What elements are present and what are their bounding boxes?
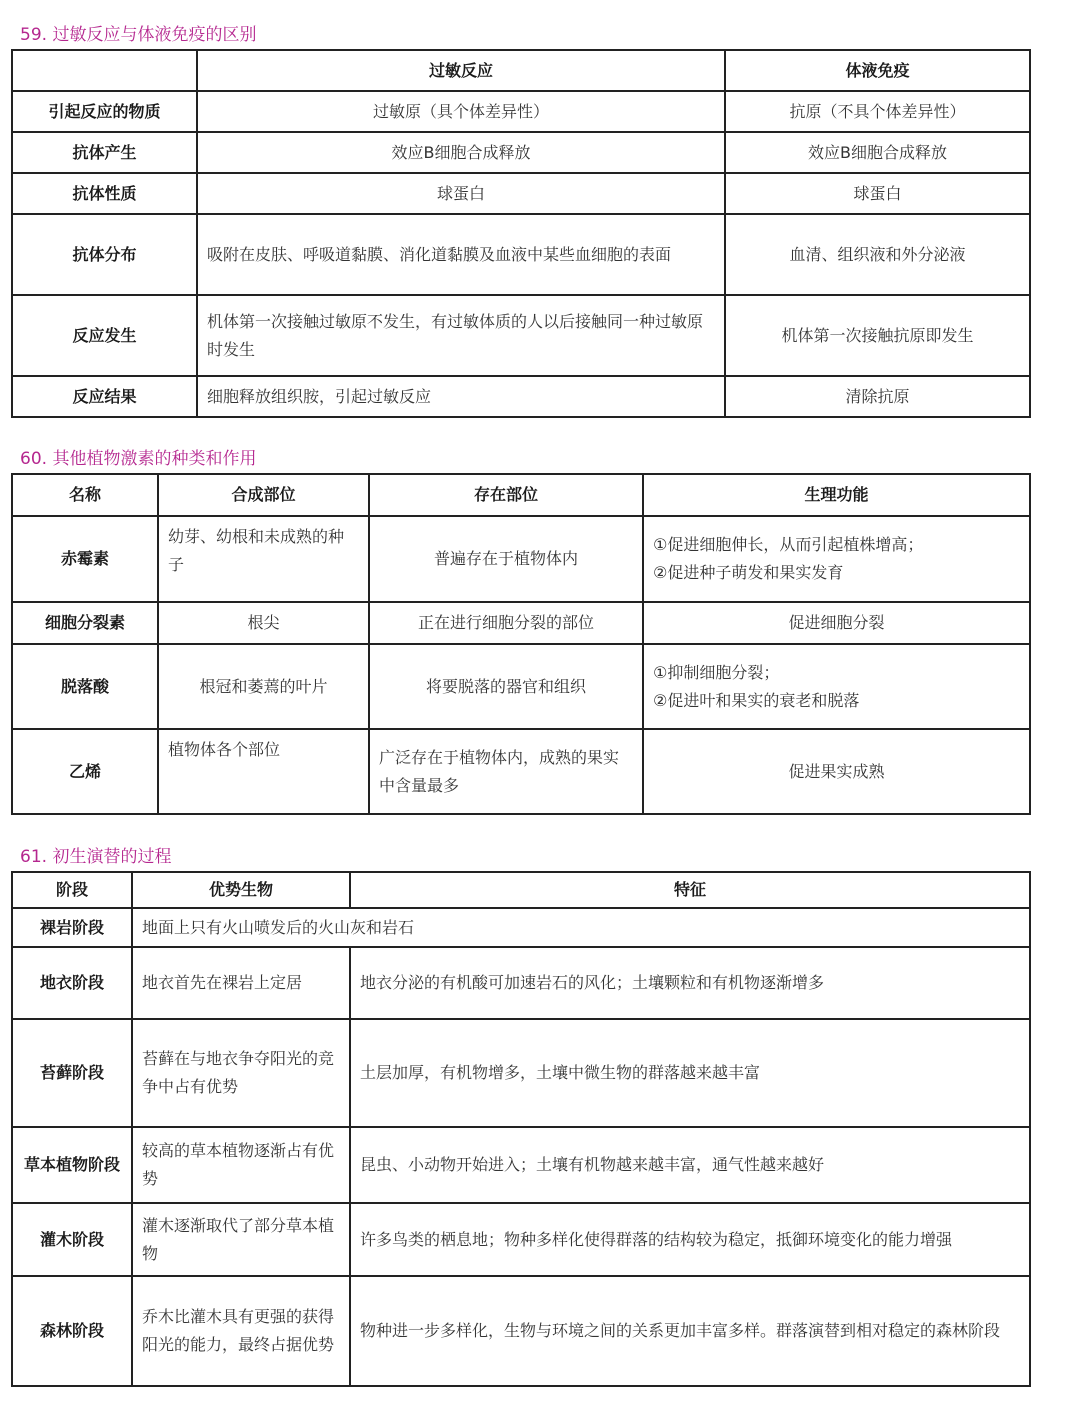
dominant-cell: 较高的草本植物逐渐占有优势 xyxy=(132,1127,350,1203)
table-header-row xyxy=(12,474,1030,516)
humoral-cell: 清除抗原 xyxy=(725,376,1030,417)
dominant-cell: 地衣首先在裸岩上定居 xyxy=(132,947,350,1019)
dominant-cell: 苔藓在与地衣争夺阳光的竞争中占有优势 xyxy=(132,1019,350,1127)
table-row xyxy=(12,516,1030,602)
hormone-name: 脱落酸 xyxy=(12,644,158,729)
humoral-cell: 效应B细胞合成释放 xyxy=(725,132,1030,173)
feature-cell: 昆虫、小动物开始进入；土壤有机物越来越丰富，通气性越来越好 xyxy=(350,1127,1030,1203)
dominant-cell: 灌木逐渐取代了部分草本植物 xyxy=(132,1203,350,1276)
header-cell-location: 存在部位 xyxy=(369,474,643,516)
table-row xyxy=(12,947,1030,1019)
table-header-row xyxy=(12,50,1030,91)
table-row xyxy=(12,1019,1030,1127)
header-cell-feature: 特征 xyxy=(350,872,1030,908)
function-cell: 促进果实成熟 xyxy=(643,729,1030,814)
header-cell-synthesis: 合成部位 xyxy=(158,474,369,516)
allergy-cell: 球蛋白 xyxy=(197,173,725,214)
table-row xyxy=(12,1127,1030,1203)
table-row xyxy=(12,644,1030,729)
allergy-cell: 过敏原（具个体差异性） xyxy=(197,91,725,132)
header-cell-stage: 阶段 xyxy=(12,872,132,908)
hormone-name: 乙烯 xyxy=(12,729,158,814)
table-plant-hormones xyxy=(11,473,1031,815)
header-cell-allergy: 过敏反应 xyxy=(197,50,725,91)
table-row xyxy=(12,132,1030,173)
header-cell-name: 名称 xyxy=(12,474,158,516)
function-line: ①促进细胞伸长，从而引起植株增高； xyxy=(653,535,924,554)
table-row xyxy=(12,1203,1030,1276)
table-primary-succession xyxy=(11,871,1031,1387)
location-cell: 正在进行细胞分裂的部位 xyxy=(369,602,643,644)
header-cell-humoral: 体液免疫 xyxy=(725,50,1030,91)
humoral-cell: 血清、组织液和外分泌液 xyxy=(725,214,1030,295)
stage-name: 森林阶段 xyxy=(12,1276,132,1386)
table-row xyxy=(12,729,1030,814)
function-cell xyxy=(643,644,1030,729)
row-label: 反应结果 xyxy=(12,376,197,417)
feature-cell: 物种进一步多样化，生物与环境之间的关系更加丰富多样。群落演替到相对稳定的森林阶段 xyxy=(350,1276,1030,1386)
allergy-cell: 细胞释放组织胺，引起过敏反应 xyxy=(197,376,725,417)
allergy-cell: 效应B细胞合成释放 xyxy=(197,132,725,173)
header-cell-dominant: 优势生物 xyxy=(132,872,350,908)
stage-name: 地衣阶段 xyxy=(12,947,132,1019)
header-cell-function: 生理功能 xyxy=(643,474,1030,516)
row-label: 引起反应的物质 xyxy=(12,91,197,132)
synthesis-cell: 根尖 xyxy=(158,602,369,644)
synthesis-cell: 幼芽、幼根和未成熟的种子 xyxy=(158,516,369,602)
feature-cell: 许多鸟类的栖息地；物种多样化使得群落的结构较为稳定，抵御环境变化的能力增强 xyxy=(350,1203,1030,1276)
table-allergy-vs-humoral xyxy=(11,49,1031,418)
dominant-cell: 乔木比灌木具有更强的获得阳光的能力，最终占据优势 xyxy=(132,1276,350,1386)
location-cell: 将要脱落的器官和组织 xyxy=(369,644,643,729)
table-row xyxy=(12,602,1030,644)
humoral-cell: 球蛋白 xyxy=(725,173,1030,214)
stage-name: 苔藓阶段 xyxy=(12,1019,132,1127)
synthesis-cell: 根冠和萎蔫的叶片 xyxy=(158,644,369,729)
function-cell xyxy=(643,516,1030,602)
row-label: 抗体产生 xyxy=(12,132,197,173)
section-61-title: 61. 初生演替的过程 xyxy=(20,847,172,867)
row-label: 抗体性质 xyxy=(12,173,197,214)
function-cell: 促进细胞分裂 xyxy=(643,602,1030,644)
location-cell: 广泛存在于植物体内，成熟的果实中含量最多 xyxy=(369,729,643,814)
hormone-name: 赤霉素 xyxy=(12,516,158,602)
function-line: ①抑制细胞分裂； xyxy=(653,662,780,682)
section-60-title: 60. 其他植物激素的种类和作用 xyxy=(20,449,257,469)
humoral-cell: 抗原（不具个体差异性） xyxy=(725,91,1030,132)
hormone-name: 细胞分裂素 xyxy=(12,602,158,644)
row-label: 反应发生 xyxy=(12,295,197,376)
function-line: ②促进种子萌发和果实发育 xyxy=(653,563,844,582)
stage-name: 灌木阶段 xyxy=(12,1203,132,1276)
table-row xyxy=(12,173,1030,214)
humoral-cell: 机体第一次接触抗原即发生 xyxy=(725,295,1030,376)
bare-rock-description: 地面上只有火山喷发后的火山灰和岩石 xyxy=(132,908,1030,947)
location-cell: 普遍存在于植物体内 xyxy=(369,516,643,602)
allergy-cell: 机体第一次接触过敏原不发生，有过敏体质的人以后接触同一种过敏原时发生 xyxy=(197,295,725,376)
function-line: ②促进叶和果实的衰老和脱落 xyxy=(653,690,860,710)
feature-cell: 土层加厚，有机物增多，土壤中微生物的群落越来越丰富 xyxy=(350,1019,1030,1127)
table-row xyxy=(12,295,1030,376)
table-header-row xyxy=(12,872,1030,908)
table-row xyxy=(12,376,1030,417)
table-row xyxy=(12,214,1030,295)
table-row xyxy=(12,91,1030,132)
table-row xyxy=(12,1276,1030,1386)
stage-name: 草本植物阶段 xyxy=(12,1127,132,1203)
row-label: 抗体分布 xyxy=(12,214,197,295)
allergy-cell: 吸附在皮肤、呼吸道黏膜、消化道黏膜及血液中某些血细胞的表面 xyxy=(197,214,725,295)
section-59-title: 59. 过敏反应与体液免疫的区别 xyxy=(20,25,257,45)
stage-name: 裸岩阶段 xyxy=(12,908,132,947)
header-cell-empty xyxy=(12,50,197,91)
synthesis-cell: 植物体各个部位 xyxy=(158,729,369,814)
table-row xyxy=(12,908,1030,947)
feature-cell: 地衣分泌的有机酸可加速岩石的风化；土壤颗粒和有机物逐渐增多 xyxy=(350,947,1030,1019)
